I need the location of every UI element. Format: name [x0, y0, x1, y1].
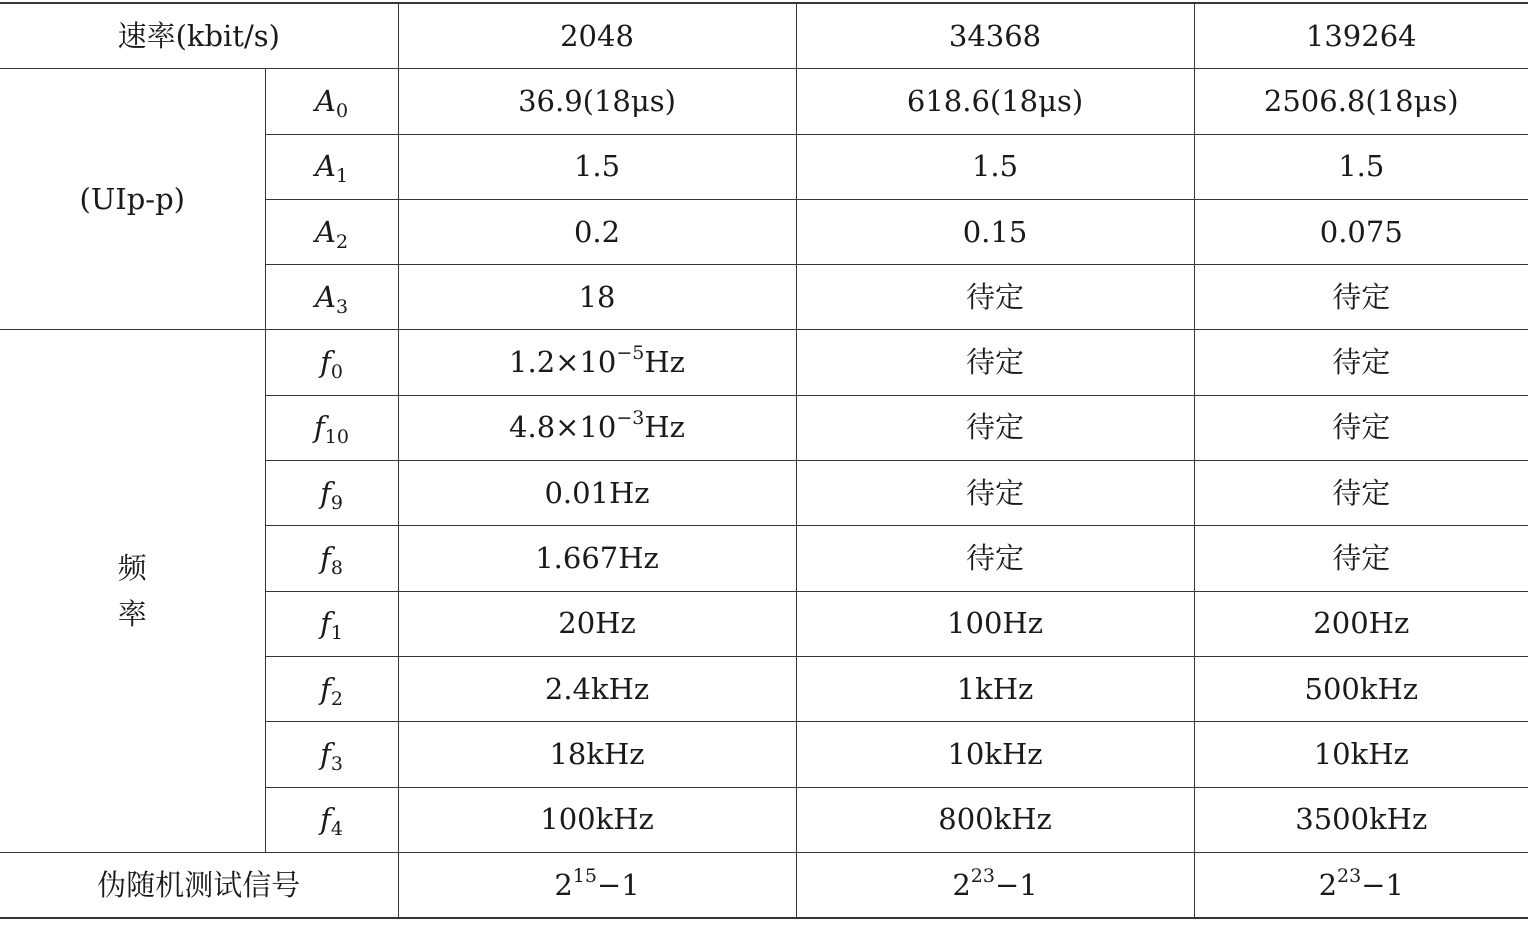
- value-cell: 1.5: [1194, 134, 1528, 199]
- symbol-letter: f: [320, 606, 331, 641]
- value-unit: Hz: [644, 410, 685, 445]
- value-cell: 待定: [1194, 265, 1528, 330]
- value-cell: 200Hz: [1194, 591, 1528, 656]
- value-mantissa: 4.8×10: [509, 410, 617, 445]
- value-cell: 待定: [1194, 461, 1528, 526]
- value-exponent: −3: [616, 407, 645, 430]
- prbs-exponent: 15: [572, 864, 597, 887]
- value-cell: 1.5: [398, 134, 796, 199]
- amplitude-group-label: (UIp-p): [0, 69, 265, 330]
- value-cell: 10kHz: [796, 722, 1194, 787]
- symbol-letter: f: [320, 475, 331, 510]
- value-cell: 18kHz: [398, 722, 796, 787]
- symbol-subscript: 10: [324, 426, 349, 449]
- symbol-text: [320, 736, 343, 775]
- symbol-text: [314, 279, 349, 318]
- symbol-letter: f: [314, 410, 325, 445]
- symbol-subscript: 2: [335, 230, 349, 253]
- value-cell: 10kHz: [1194, 722, 1528, 787]
- prbs-exponent: 23: [1337, 864, 1362, 887]
- parameter-symbol: [265, 134, 398, 199]
- value-cell: 0.2: [398, 199, 796, 264]
- symbol-subscript: 8: [330, 557, 343, 580]
- value-cell: 500kHz: [1194, 656, 1528, 721]
- symbol-subscript: 3: [335, 295, 349, 318]
- symbol-subscript: 2: [330, 687, 343, 710]
- parameter-symbol: [265, 330, 398, 395]
- symbol-subscript: 1: [335, 165, 349, 188]
- value-cell: 800kHz: [796, 787, 1194, 852]
- symbol-subscript: 1: [330, 622, 343, 645]
- prbs-value: [1194, 852, 1528, 918]
- parameter-symbol: [265, 69, 398, 134]
- amplitude-row: [0, 69, 1528, 134]
- symbol-text: [314, 214, 349, 253]
- symbol-text: [320, 345, 343, 384]
- symbol-letter: A: [314, 214, 336, 249]
- symbol-text: [320, 606, 343, 645]
- parameter-symbol: [265, 656, 398, 721]
- prbs-tail: −1: [596, 867, 640, 902]
- symbol-subscript: 3: [330, 752, 343, 775]
- symbol-subscript: 0: [330, 361, 343, 384]
- prbs-base: 2: [554, 867, 573, 902]
- symbol-letter: A: [314, 83, 336, 118]
- header-row: [0, 3, 1528, 69]
- value-cell: 1.5: [796, 134, 1194, 199]
- parameter-symbol: [265, 591, 398, 656]
- prbs-value: [398, 852, 796, 918]
- value-cell: 18: [398, 265, 796, 330]
- prbs-value: [796, 852, 1194, 918]
- value-cell: 100kHz: [398, 787, 796, 852]
- value-cell: [398, 330, 796, 395]
- symbol-letter: f: [320, 736, 331, 771]
- rate-header: 速率(kbit/s): [0, 3, 398, 69]
- value-cell: 0.075: [1194, 199, 1528, 264]
- symbol-subscript: 9: [330, 491, 343, 514]
- frequency-group-label: [0, 330, 265, 852]
- frequency-group-text: 频率: [117, 550, 147, 632]
- symbol-letter: f: [320, 671, 331, 706]
- symbol-letter: f: [320, 345, 331, 380]
- symbol-subscript: 4: [330, 818, 343, 841]
- value-cell: 1.667Hz: [398, 526, 796, 591]
- value-cell: 3500kHz: [1194, 787, 1528, 852]
- prbs-row: [0, 852, 1528, 918]
- prbs-tail: −1: [994, 867, 1038, 902]
- symbol-text: [314, 410, 349, 449]
- symbol-text: [320, 802, 343, 841]
- prbs-exponent: 23: [970, 864, 995, 887]
- value-cell: 待定: [796, 395, 1194, 460]
- symbol-text: [320, 475, 343, 514]
- symbol-letter: f: [320, 802, 331, 837]
- parameter-symbol: [265, 199, 398, 264]
- value-cell: 1kHz: [796, 656, 1194, 721]
- prbs-label: 伪随机测试信号: [0, 852, 398, 918]
- parameter-symbol: [265, 787, 398, 852]
- prbs-base: 2: [952, 867, 971, 902]
- rate-column-header: 34368: [796, 3, 1194, 69]
- rate-column-header: 139264: [1194, 3, 1528, 69]
- prbs-base: 2: [1318, 867, 1338, 902]
- value-cell: 100Hz: [796, 591, 1194, 656]
- prbs-tail: −1: [1361, 867, 1404, 902]
- value-mantissa: 1.2×10: [509, 345, 617, 380]
- value-cell: 0.01Hz: [398, 461, 796, 526]
- jitter-spec-table: [0, 2, 1528, 919]
- value-cell: 0.15: [796, 199, 1194, 264]
- parameter-symbol: [265, 526, 398, 591]
- value-cell: 待定: [1194, 395, 1528, 460]
- value-cell: 618.6(18μs): [796, 69, 1194, 134]
- value-cell: 待定: [1194, 330, 1528, 395]
- value-cell: 待定: [1194, 526, 1528, 591]
- parameter-symbol: [265, 265, 398, 330]
- rate-column-header: 2048: [398, 3, 796, 69]
- symbol-text: [320, 541, 343, 580]
- symbol-text: [314, 83, 349, 122]
- value-cell: 待定: [796, 265, 1194, 330]
- value-cell: 待定: [796, 461, 1194, 526]
- symbol-text: [314, 149, 349, 188]
- value-cell: 2.4kHz: [398, 656, 796, 721]
- value-cell: [398, 395, 796, 460]
- symbol-letter: A: [314, 279, 336, 314]
- value-exponent: −5: [616, 342, 645, 365]
- value-cell: 36.9(18μs): [398, 69, 796, 134]
- parameter-symbol: [265, 461, 398, 526]
- symbol-text: [320, 671, 343, 710]
- value-cell: 待定: [796, 526, 1194, 591]
- symbol-subscript: 0: [335, 99, 349, 122]
- value-cell: 20Hz: [398, 591, 796, 656]
- value-unit: Hz: [644, 345, 685, 380]
- frequency-row: [0, 330, 1528, 395]
- parameter-symbol: [265, 395, 398, 460]
- value-cell: 2506.8(18μs): [1194, 69, 1528, 134]
- symbol-letter: A: [314, 149, 336, 184]
- value-cell: 待定: [796, 330, 1194, 395]
- parameter-symbol: [265, 722, 398, 787]
- symbol-letter: f: [320, 541, 331, 576]
